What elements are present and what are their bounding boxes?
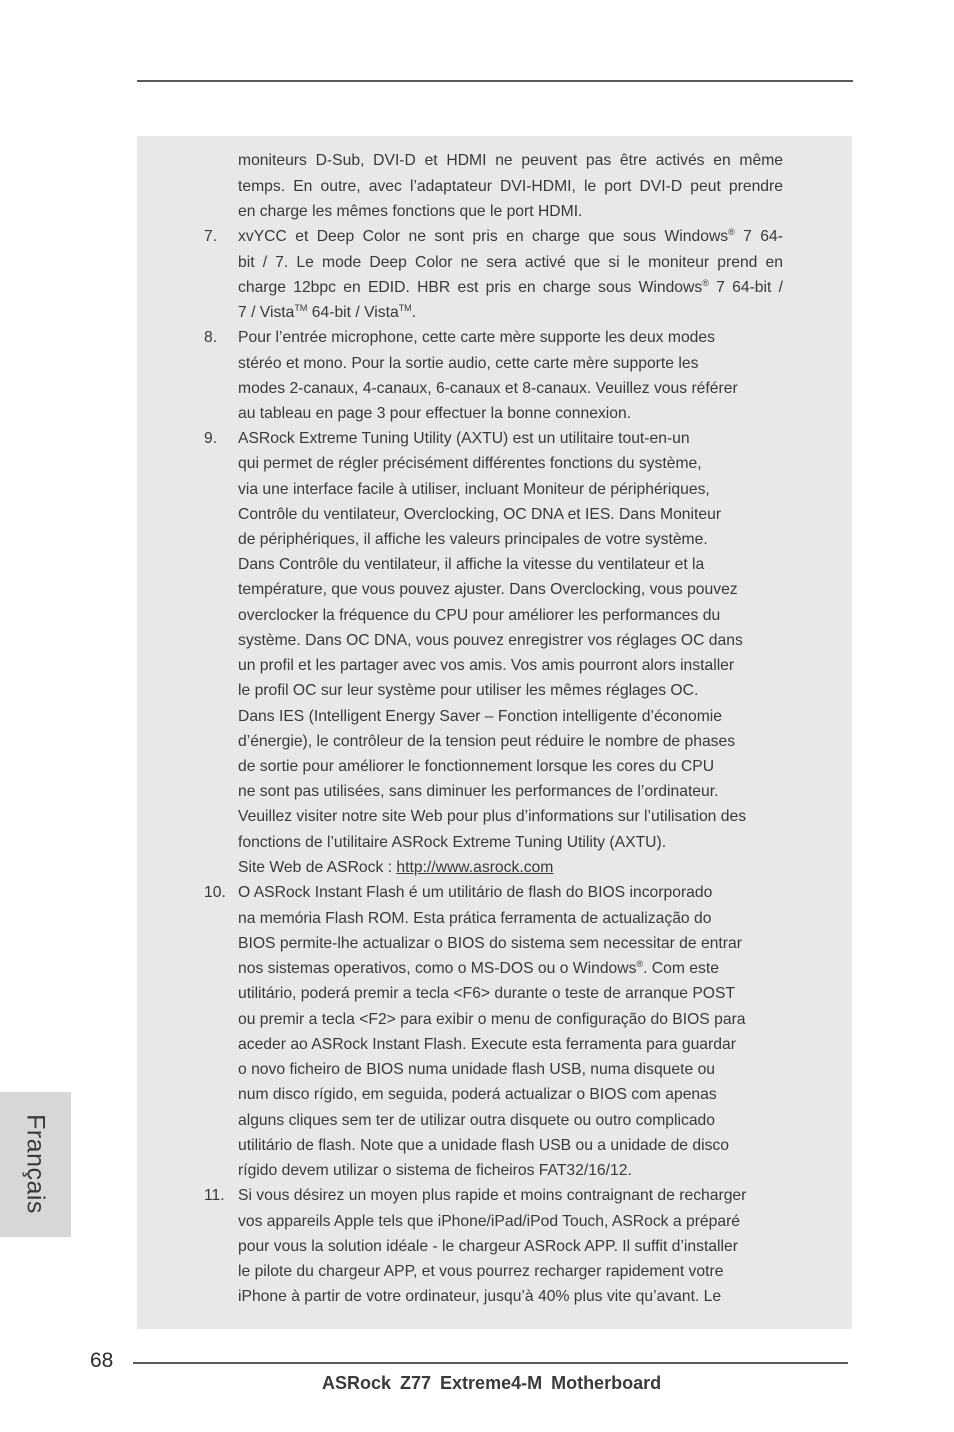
text-line: aceder ao ASRock Instant Flash. Execute esta ferramenta para guardar <box>238 1036 736 1053</box>
item-number: 8. <box>204 329 218 346</box>
text-line: Contrôle du ventilateur, Overclocking, OC DNA et IES. Dans Moniteur <box>238 506 722 523</box>
text-line: nos sistemas operativos, como o MS-DOS ou o Windows®. Com este <box>238 958 719 977</box>
language-tab <box>0 1092 71 1237</box>
item-number: 9. <box>204 430 218 447</box>
text-line: 7 / Vista™ 64-bit / Vista™. <box>238 302 417 321</box>
top-rule <box>137 80 853 82</box>
text-line: Veuillez visiter notre site Web pour plus d’informations sur l’utilisation des <box>238 808 747 825</box>
item-number: 7. <box>204 228 218 245</box>
text-line: fonctions de l’utilitaire ASRock Extreme Tuning Utility (AXTU). <box>238 834 667 851</box>
text-line: overclocker la fréquence du CPU pour améliorer les performances du <box>238 607 721 624</box>
text-line: via une interface facile à utiliser, incluant Moniteur de périphériques, <box>238 481 710 498</box>
text-line: BIOS permite-lhe actualizar o BIOS do sistema sem necessitar de entrar <box>238 935 742 952</box>
text-line: Si vous désirez un moyen plus rapide et moins contraignant de recharger <box>238 1187 747 1204</box>
text-line: num disco rígido, em seguida, poderá actualizar o BIOS com apenas <box>238 1086 717 1103</box>
text-line: stéréo et mono. Pour la sortie audio, cette carte mère supporte les <box>238 355 699 372</box>
page-number: 68 <box>90 1349 114 1372</box>
text-line: le pilote du chargeur APP, et vous pourrez recharger rapidement votre <box>238 1263 724 1280</box>
text-line: temps. En outre, avec l’adaptateur DVI-HDMI, le port DVI-D peut prendre <box>238 178 783 195</box>
text-line: moniteurs D-Sub, DVI-D et HDMI ne peuvent pas être activés en même <box>238 152 783 169</box>
text-line: rígido devem utilizar o sistema de ficheiros FAT32/16/12. <box>238 1162 632 1179</box>
text-line: na memória Flash ROM. Esta prática ferramenta de actualização do <box>238 910 712 927</box>
text-line: température, que vous pouvez ajuster. Dans Overclocking, vous pouvez <box>238 581 738 598</box>
text-line: bit / 7. Le mode Deep Color ne sera activé que si le moniteur prend en <box>238 254 783 271</box>
text-line: O ASRock Instant Flash é um utilitário de flash do BIOS incorporado <box>238 884 713 901</box>
text-line: iPhone à partir de votre ordinateur, jusqu’à 40% plus vite qu’avant. Le <box>238 1288 722 1305</box>
text-line: alguns cliques sem ter de utilizar outra disquete ou outro complicado <box>238 1112 715 1129</box>
text-line: charge 12bpc en EDID. HBR est pris en charge sous Windows® 7 64-bit / <box>238 277 783 296</box>
text-line: pour vous la solution idéale - le chargeur ASRock APP. Il suffit d’installer <box>238 1238 738 1255</box>
text-line: modes 2-canaux, 4-canaux, 6-canaux et 8-canaux. Veuillez vous référer <box>238 380 738 397</box>
text-line: Dans Contrôle du ventilateur, il affiche la vitesse du ventilateur et la <box>238 556 705 573</box>
text-line: de sortie pour améliorer le fonctionnement lorsque les cores du CPU <box>238 758 715 775</box>
text-line: ou premir a tecla <F2> para exibir o menu de configuração do BIOS para <box>238 1011 746 1028</box>
text-line: ne sont pas utilisées, sans diminuer les performances de l’ordinateur. <box>238 783 719 800</box>
text-line: Site Web de ASRock : http://www.asrock.com <box>238 859 554 876</box>
text-line: système. Dans OC DNA, vous pouvez enregistrer vos réglages OC dans <box>238 632 743 649</box>
text-line: utilitário de flash. Note que a unidade flash USB ou a unidade de disco <box>238 1137 730 1154</box>
text-line: ASRock Extreme Tuning Utility (AXTU) est un utilitaire tout-en-un <box>238 430 690 447</box>
bottom-rule <box>133 1362 848 1364</box>
text-line: le profil OC sur leur système pour utiliser les mêmes réglages OC. <box>238 682 699 699</box>
text-line: de périphériques, il affiche les valeurs principales de votre système. <box>238 531 708 548</box>
text-line: au tableau en page 3 pour effectuer la bonne connexion. <box>238 405 632 422</box>
text-line: en charge les mêmes fonctions que le port HDMI. <box>238 203 583 220</box>
text-line: utilitário, poderá premir a tecla <F6> durante o teste de arranque POST <box>238 985 736 1002</box>
text-line: Pour l’entrée microphone, cette carte mère supporte les deux modes <box>238 329 715 346</box>
text-line: un profil et les partager avec vos amis. Vos amis pourront alors installer <box>238 657 735 674</box>
text-line: d’énergie), le contrôleur de la tension peut réduire le nombre de phases <box>238 733 736 750</box>
text-line: Dans IES (Intelligent Energy Saver – Fonction intelligente d’économie <box>238 708 722 725</box>
text-line: vos appareils Apple tels que iPhone/iPad/iPod Touch, ASRock a préparé <box>238 1213 741 1230</box>
text-line: o novo ficheiro de BIOS numa unidade flash USB, numa disquete ou <box>238 1061 716 1078</box>
asrock-website-link[interactable]: http://www.asrock.com <box>396 859 554 876</box>
footer-title: ASRock Z77 Extreme4-M Motherboard <box>322 1373 662 1393</box>
item-number: 11. <box>204 1187 225 1204</box>
text-line: qui permet de régler précisément différentes fonctions du système, <box>238 455 702 472</box>
language-tab-label: Français <box>21 1114 50 1214</box>
text-line: xvYCC et Deep Color ne sont pris en charge que sous Windows® 7 64- <box>238 226 783 245</box>
item-number: 10. <box>204 884 226 901</box>
